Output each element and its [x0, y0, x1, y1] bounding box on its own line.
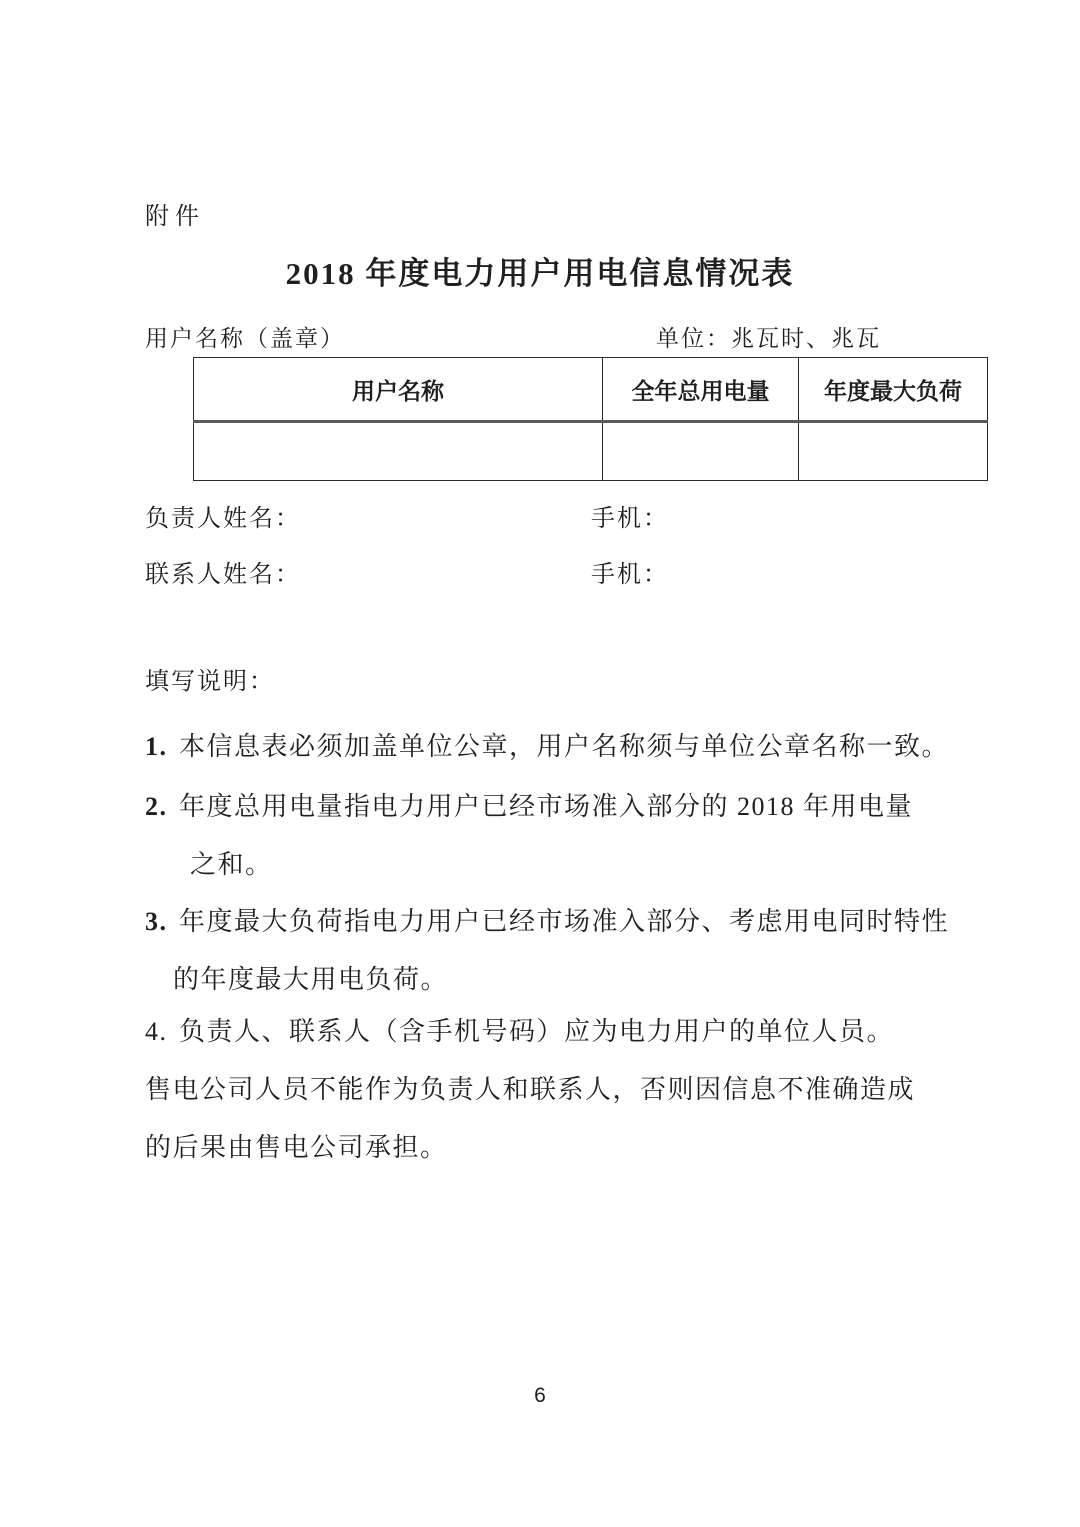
note-item-1: [145, 718, 965, 776]
note-number: 4.: [145, 1017, 168, 1046]
page-number: 6: [534, 1384, 546, 1407]
note-line: 售电公司人员不能作为负责人和联系人，否则因信息不准确造成: [145, 1075, 916, 1104]
note-number: 3.: [145, 907, 168, 936]
note-line: 之和。: [190, 850, 273, 879]
contact-person-row: [145, 554, 1020, 589]
responsible-phone-label: 手机：: [591, 506, 669, 532]
note-item-3: [145, 893, 965, 1009]
contact-name-label: 联系人姓名：: [145, 562, 301, 588]
note-text: 年度总用电量指电力用户已经市场准入部分的 2018 年用电量: [179, 792, 914, 821]
responsible-name-label: 负责人姓名：: [145, 506, 301, 532]
table-header-user-name: 用户名称: [194, 358, 603, 422]
note-number: 1.: [145, 732, 168, 761]
note-line: [145, 718, 965, 776]
contact-phone-label: 手机：: [591, 562, 669, 588]
page-title: 2018 年度电力用户用电信息情况表: [285, 256, 795, 291]
note-text: 年度最大负荷指电力用户已经市场准入部分、考虑用电同时特性: [179, 907, 950, 936]
table-header-row: [194, 358, 988, 422]
note-line: [145, 893, 965, 951]
attachment-label: 附件: [145, 204, 205, 230]
note-line: [145, 778, 965, 836]
responsible-person-row: [145, 498, 1020, 533]
note-item-2: [145, 778, 965, 894]
note-line: 的后果由售电公司承担。: [145, 1133, 448, 1162]
note-text: 本信息表必须加盖单位公章，用户名称须与单位公章名称一致。: [179, 732, 950, 761]
user-name-stamp-label: 用户名称（盖章）: [145, 326, 345, 351]
table-row: [194, 422, 988, 481]
table-cell-total-usage: [603, 422, 799, 481]
table-cell-user-name: [194, 422, 603, 481]
notes-title: 填写说明：: [145, 669, 275, 695]
table-cell-max-load: [799, 422, 988, 481]
table-header-max-load: 年度最大负荷: [799, 358, 988, 422]
note-text: 负责人、联系人（含手机号码）应为电力用户的单位人员。: [179, 1017, 895, 1046]
table-header-total-usage: 全年总用电量: [603, 358, 799, 422]
unit-label: 单位：兆瓦时、兆瓦: [656, 326, 881, 351]
note-line: [145, 1003, 965, 1061]
electricity-info-table: [193, 357, 988, 481]
note-number: 2.: [145, 792, 168, 821]
note-item-4: [145, 1003, 965, 1177]
note-line: 的年度最大用电负荷。: [173, 965, 449, 994]
